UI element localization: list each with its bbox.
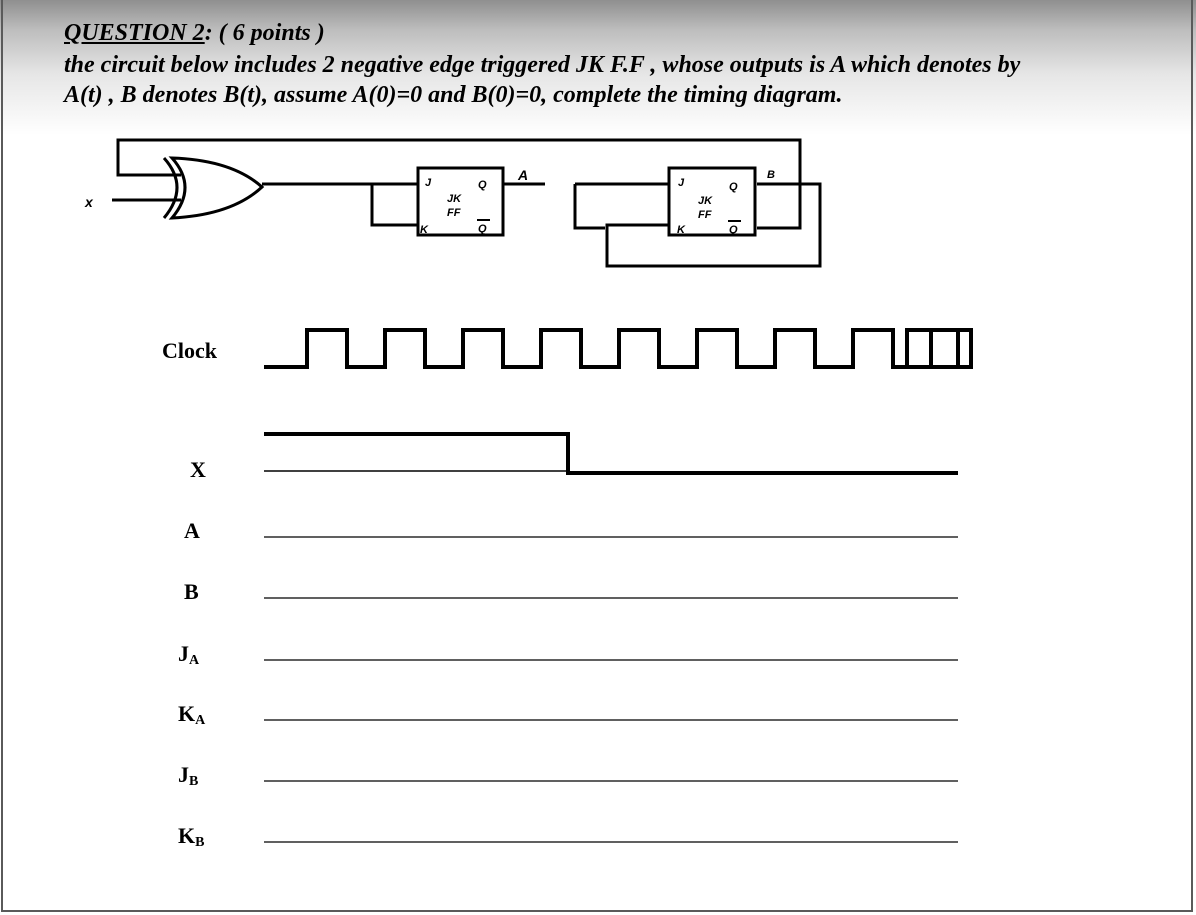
signal-label-1 — [184, 579, 199, 605]
x-waveform — [264, 434, 958, 473]
clock-label: Clock — [162, 338, 217, 363]
ff2-name-2: FF — [698, 209, 712, 221]
ff1-output-label: A — [518, 167, 529, 183]
signal-label-0 — [184, 518, 200, 544]
question-line-1: the circuit below includes 2 negative edge triggered JK F.F , whose outputs is A which denotes by — [64, 52, 1021, 78]
ff2-name-1: JK — [698, 195, 713, 207]
signal-label-main: J — [178, 762, 189, 787]
signal-label-3 — [178, 701, 205, 727]
wire-gate-out — [262, 184, 418, 225]
signal-label-4 — [178, 762, 198, 788]
signal-label-5 — [178, 823, 204, 849]
signal-label-2 — [178, 641, 199, 667]
question-points: : ( 6 points ) — [204, 20, 325, 46]
ff1-q-pin: Q — [478, 179, 487, 191]
wire-a-to-ff2 — [575, 184, 605, 228]
x-signal-label: X — [190, 457, 206, 482]
signal-label-main: K — [178, 701, 196, 726]
signal-label-sub: A — [195, 713, 206, 728]
question-line-2: A(t) , B denotes B(t), assume A(0)=0 and B(0)=0, complete the timing diagram. — [64, 82, 843, 108]
xor-gate-body — [172, 158, 262, 218]
ff2-qbar-pin: Q — [729, 224, 738, 236]
ff1-k-pin: K — [420, 224, 428, 236]
ff1-name-2: FF — [447, 207, 461, 219]
wire-kb-loop — [607, 184, 820, 266]
signal-label-main: K — [178, 823, 196, 848]
input-x-label: x — [85, 194, 93, 210]
ff2-j-pin: J — [678, 177, 685, 189]
ff2-q-pin: Q — [729, 181, 738, 193]
signal-label-main: B — [184, 579, 199, 604]
question-label: QUESTION 2 — [64, 20, 205, 46]
ff2-output-label: B — [767, 169, 775, 181]
ff1-qbar-pin: Q — [478, 223, 487, 235]
xor-gate-back-curve — [164, 158, 177, 218]
signal-label-sub: A — [189, 653, 200, 668]
ff1-name-1: JK — [447, 193, 462, 205]
signal-label-sub: B — [189, 774, 199, 789]
signal-label-main: J — [178, 641, 189, 666]
ff1-j-pin: J — [425, 177, 432, 189]
clock-waveform — [264, 330, 971, 367]
signal-label-main: A — [184, 518, 200, 543]
ff2-k-pin: K — [677, 224, 685, 236]
signal-label-sub: B — [195, 835, 205, 850]
